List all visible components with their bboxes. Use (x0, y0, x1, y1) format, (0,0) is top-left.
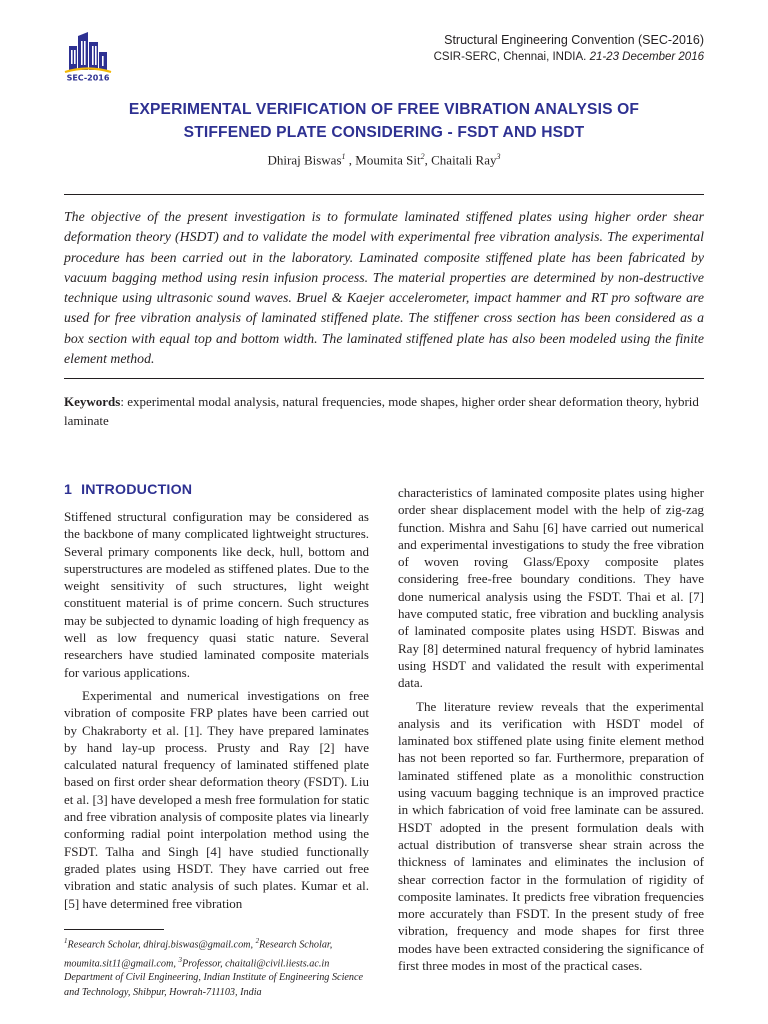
author-name: Moumita Sit (355, 152, 421, 168)
title-line-1: EXPERIMENTAL VERIFICATION OF FREE VIBRATION ANALYSIS OF (128, 101, 640, 118)
footnote-affiliation: Department of Civil Engineering, Indian Institute of Engineering Science and Technology, Shibpur, Howrah-711103, India (64, 972, 364, 998)
intro-paragraph-3: characteristics of laminated composite plates using higher order shear displacement model with the help of zig-zag function. Mishra and Sahu [6] have carried out numerical and experimental investigations to study the free vibration of woven roving Glass/Epoxy composite plates considering free-free boundary conditions. They have done numerical analysis using the FSDT. Thai et al. [7] have computed static, free vibration and buckling analysis of laminated composite plates using HSDT. Biswas and Ray [8] determined natural frequency of hybrid laminates using HSDT and validated the result with experimental data. (398, 485, 704, 691)
section-heading (64, 482, 369, 498)
title-line-2: STIFFENED PLATE CONSIDERING - FSDT AND HSDT (183, 124, 585, 141)
conference-dates: 21-23 December 2016 (589, 51, 704, 63)
conference-header (434, 32, 704, 66)
sec-2016-logo (62, 32, 114, 82)
section-title: INTRODUCTION (81, 482, 193, 498)
intro-paragraph-1: Stiffened structural configuration may be considered as the backbone of many complicated lightweight structures. Several primary components like deck, hull, bottom and superstructures are modeled as stiffened plates. Due to the weight sensitivity of such structures, light weight constituent material is of prime concern. Such structures may be subjected to dynamic loading of high frequency as well as low frequency quasi static nature. Several researchers have studied laminated composite materials for various applications. (64, 509, 369, 680)
conference-venue: CSIR-SERC, Chennai, INDIA. 21-23 December 2016 (433, 51, 704, 63)
affiliation-mark: 3 (496, 152, 501, 161)
affiliation-mark: 2 (420, 152, 425, 161)
keywords-text: : experimental modal analysis, natural frequencies, mode shapes, higher order shear deformation theory, hybrid laminate (64, 394, 699, 428)
logo-text: SEC-2016 (66, 73, 110, 82)
abstract-top-rule (64, 194, 704, 195)
keywords (64, 392, 704, 430)
abstract-bottom-rule (64, 378, 704, 379)
intro-paragraph-4: The literature review reveals that the experimental analysis and its verification with HSDT model of laminated box stiffened plate using finite element method has not been reported so far. Furthermore, preparation of laminated stiffened plate as a monolithic construction using vacuum bagging technique is an improved practice in which fabrication of void free laminate can be assured. HSDT adopted in the present formulation deals with actual distribution of transverse shear strain across the thickness of laminates and eliminates the inclusion of shear correction factor in the formulation of rigidity of composite laminates. It predicts free vibration frequencies more accurately than FSDT. In the present study of free vibration, frequency and mode shapes for first three modes have been extracted considering the significance of first three modes in most of the practical cases. (398, 698, 704, 974)
affiliation-mark: 1 (341, 152, 346, 161)
conference-name: Structural Engineering Convention (SEC-2016) (444, 33, 704, 47)
author-name: Chaitali Ray (431, 152, 497, 168)
section-number: 1 (64, 482, 73, 498)
abstract: The objective of the present investigation is to formulate laminated stiffened plates using higher order shear deformation theory (HSDT) and to validate the model with experimental free vibration analysis. The experimental procedure has been carried out in the laboratory. Laminated composite stiffened plate has been fabricated by vacuum bagging method using resin infusion process. The material properties are determined by non-destructive technique using ultrasonic sound waves. Bruel & Kaejer accelerometer, impact hammer and RT pro software are used for free vibration analysis of laminated stiffened plate. The stiffener cross section has been considered as a box section with equal top and bottom width. The laminated stiffened plate has also been modeled using the finite element method. (64, 209, 704, 367)
left-column (64, 482, 369, 912)
paper-title (40, 98, 728, 144)
author-list: Dhiraj Biswas$^1$ , Moumita Sit$^2$, Chaitali Ray$^3$ (267, 152, 501, 168)
footnote-rule (64, 929, 164, 930)
keywords-label: Keywords (64, 394, 121, 409)
intro-paragraph-2: Experimental and numerical investigations on free vibration of composite FRP plates have been carried out by Chakraborty et al. [1]. They have prepared laminates by hand lay-up process. Prusty and Ray [2] have calculated natural frequency of laminated stiffened plate based on first order shear deformation theory (FSDT). Liu et al. [3] have developed a mesh free formulation for static and free vibration analysis of composite plates via linearly conforming radial point interpolation method using the FSDT. Talha and Singh [4] have studied functionally graded plates using HSDT. They have carried out free vibration and static analysis of such plates. Kumar et al. [5] have determined free vibration (64, 687, 370, 911)
author-name: Dhiraj Biswas (267, 152, 342, 168)
footnote: $^1$Research Scholar, dhiraj.biswas@gmail.com, $^2$Research Scholar, moumita.sit11@gmail.com, $^3$Professor, chaitali@civil.iiests.ac.in Department of Civil Engineering, Indian Institute of Engineering Science and Technology, Shibpur, Howrah-711103, India (64, 937, 364, 998)
right-column (398, 484, 704, 974)
